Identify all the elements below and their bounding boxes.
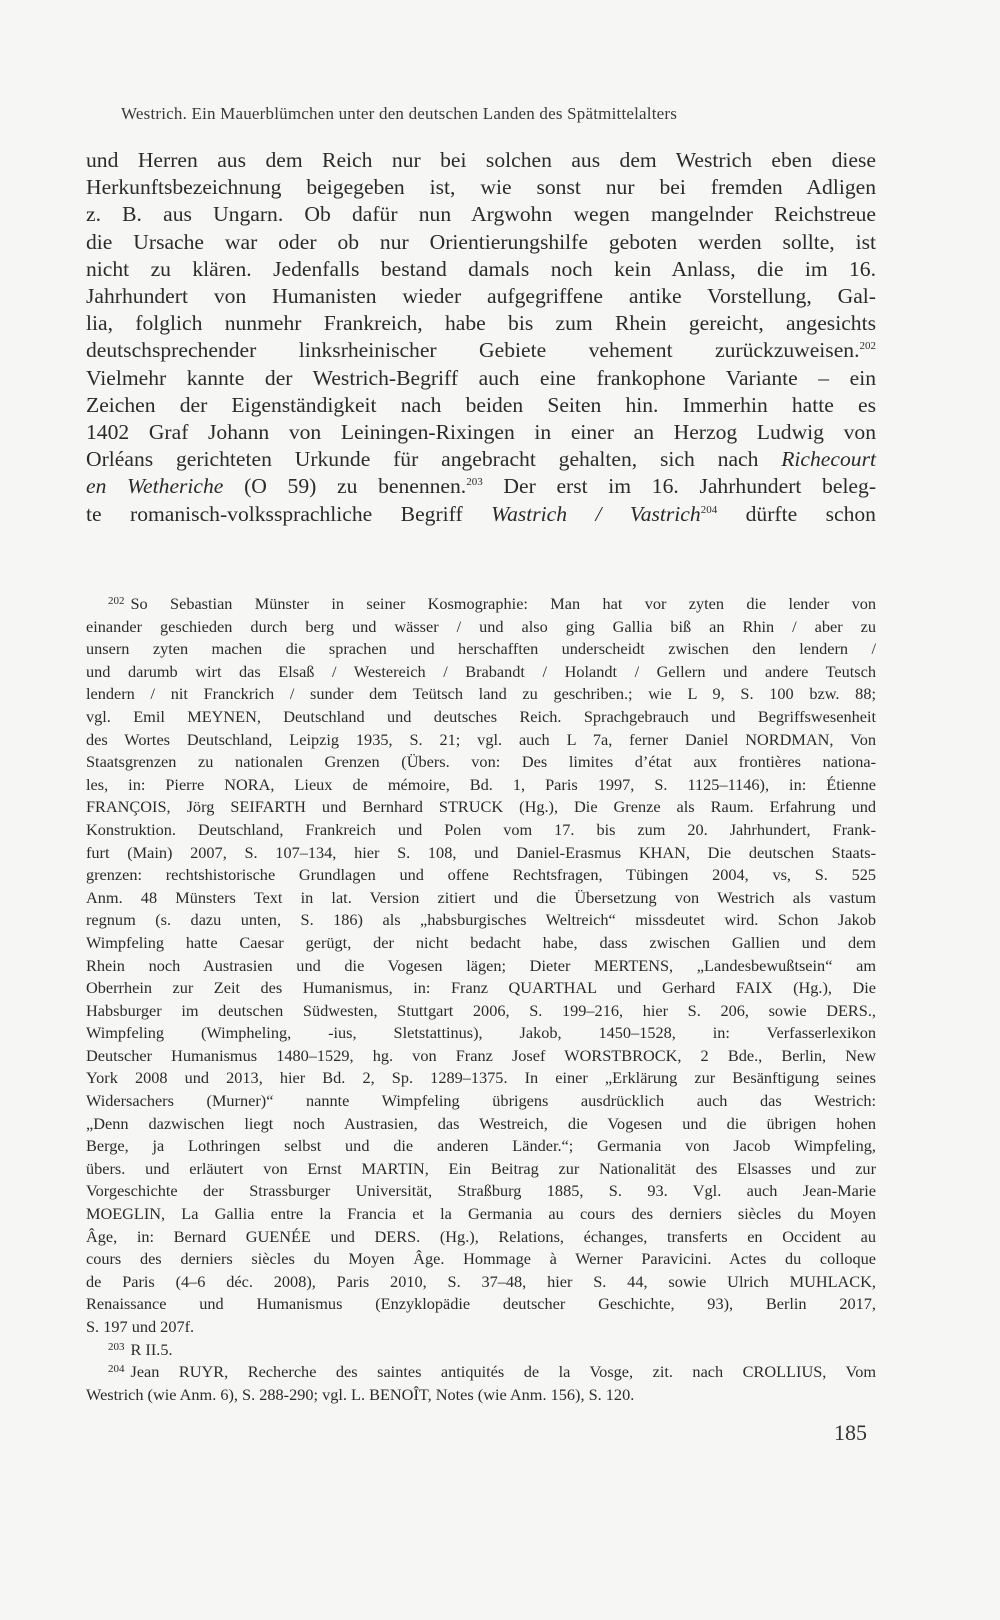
body-line-text: te romanisch-volkssprachliche Begriff (86, 501, 463, 526)
body-line: nicht zu klären. Jedenfalls bestand damals noch kein Anlass, die im 16. (86, 256, 876, 281)
footnote-line: York 2008 und 2013, hier Bd. 2, Sp. 1289–1375. In einer „Erklärung zur Besänftigung seines (86, 1068, 876, 1088)
footnote-number: 202 (108, 595, 125, 607)
footnote-line-text: So Sebastian Münster in seiner Kosmographie: Man hat vor zyten die lender von (130, 594, 876, 613)
footnote-line: Westrich (wie Anm. 6), S. 288-290; vgl. L. BENOÎT, Notes (wie Anm. 156), S. 120. (86, 1384, 635, 1404)
body-line: z. B. aus Ungarn. Ob dafür nun Argwohn wegen mangelnder Reichstreue (86, 202, 876, 227)
footnote-line: Rhein noch Austrasien und die Vogesen lägen; Dieter MERTENS, „Landesbewußtsein“ am (86, 955, 876, 975)
footnote-line: übers. und erläutert von Ernst MARTIN, Ein Beitrag zur Nationalität des Elsasses und zur (86, 1158, 876, 1178)
footnote-line: MOEGLIN, La Gallia entre la Francia et la Germania au cours des derniers siècles du Moyen (86, 1204, 876, 1224)
footnote-line: vgl. Emil MEYNEN, Deutschland und deutsches Reich. Sprachgebrauch und Begriffswesenheit (86, 706, 876, 726)
footnote-line (86, 593, 876, 616)
body-line: Herkunftsbezeichnung beigegeben ist, wie sonst nur bei fremden Adligen (86, 175, 876, 200)
body-text (86, 147, 876, 528)
body-line (86, 473, 876, 500)
body-line (86, 446, 876, 473)
footnote-line: Vorgeschichte der Strassburger Universität, Straßburg 1885, S. 93. Vgl. auch Jean-Marie (86, 1181, 876, 1201)
footnote-line: lendern / nit Franckrich / sunder dem Teütsch land zu geschriben.; wie L 9, S. 100 bzw. 88; (86, 684, 876, 704)
body-line: und Herren aus dem Reich nur bei solchen aus dem Westrich eben diese (86, 148, 876, 172)
body-line: Jahrhundert von Humanisten wieder aufgegriffene antike Vorstellung, Gal- (86, 284, 876, 309)
page-number: 185 (834, 1420, 867, 1445)
body-line: die Ursache war oder ob nur Orientierungshilfe geboten werden sollte, ist (86, 229, 876, 254)
footnote-line: furt (Main) 2007, S. 107–134, hier S. 108, und Daniel-Erasmus KHAN, Die deutschen Staats- (86, 842, 876, 862)
footnote-line: Deutscher Humanismus 1480–1529, hg. von Franz Josef WORSTBROCK, 2 Bde., Berlin, New (86, 1045, 876, 1065)
footnote-line: Staatsgrenzen zu nationalen Grenzen (Übers. von: Des limites d’état aux frontières nationa- (86, 752, 876, 772)
footnote-line: les, in: Pierre NORA, Lieux de mémoire, Bd. 1, Paris 1997, S. 1125–1146), in: Étienne (86, 774, 876, 794)
footnote-line: unsern zyten machen die sprachen und herschafften underscheidt zwischen den lendern / (86, 639, 876, 659)
footnote-line: des Wortes Deutschland, Leipzig 1935, S. 21; vgl. auch L 7a, ferner Daniel NORDMAN, Von (86, 729, 876, 749)
footnote-line (86, 1361, 876, 1384)
footnote-line: S. 197 und 207f. (86, 1317, 195, 1336)
footnote-line: Widersachers (Murner)“ nannte Wimpfeling übrigens ausdrücklich auch das Westrich: (86, 1091, 876, 1111)
footnote-line-text: Jean RUYR, Recherche des saintes antiquités de la Vosge, zit. nach CROLLIUS, Vom (130, 1362, 876, 1382)
footnote-line: Oberrhein zur Zeit des Humanismus, in: Franz QUARTHAL und Gerhard FAIX (Hg.), Die (86, 978, 876, 998)
body-line: Vielmehr kannte der Westrich-Begriff auch eine frankophone Variante – ein (86, 365, 876, 390)
body-line-text: dürfte schon (745, 501, 876, 526)
footnote-ref-203[interactable]: 203 (466, 476, 483, 489)
footnote-204 (86, 1361, 876, 1406)
footnote-line: „Denn dazwischen liegt noch Austrasien, das Westreich, die Vogesen und die übrigen hohen (86, 1113, 876, 1133)
body-line (86, 337, 876, 364)
footnote-line: Âge, in: Bernard GUENÉE und DERS. (Hg.), Relations, échanges, transferts en Occident au (86, 1226, 876, 1246)
footnote-line: grenzen: rechtshistorische Grundlagen und offene Rechtsfragen, Tübingen 2004, vs, S. 525 (86, 865, 876, 885)
body-line (86, 501, 876, 528)
running-head: Westrich. Ein Mauerblümchen unter den deutschen Landen des Spätmittelalters (121, 104, 678, 123)
footnote-ref-204[interactable]: 204 (700, 503, 718, 516)
footnote-line: einander geschieden durch berg und wässer / und also ging Gallia biß an Rhin / aber zu (86, 616, 876, 636)
footnote-line: regnum (s. dazu unten, S. 186) als „habsburgisches Weltreich“ missdeutet wird. Schon Jakob (86, 910, 876, 930)
footnote-line (86, 1339, 876, 1362)
footnote-number: 204 (108, 1363, 125, 1376)
footnote-ref-202[interactable]: 202 (859, 340, 876, 353)
italic-place-name: Richecourt (781, 447, 876, 472)
footnotes (86, 593, 876, 1406)
footnote-line: Habsburger im deutschen Südwesten, Stuttgart 2006, S. 199–216, hier S. 206, sowie DERS., (86, 1000, 876, 1020)
footnote-line: Wimpfeling (Wimpheling, -ius, Sletstattinus), Jakob, 1450–1528, in: Verfasserlexikon (86, 1023, 876, 1043)
footnote-line: Konstruktion. Deutschland, Frankreich und Polen vom 17. bis zum 20. Jahrhundert, Frank- (86, 819, 876, 839)
body-line: lia, folglich nunmehr Frankreich, habe bis zum Rhein gereicht, angesichts (86, 311, 876, 336)
italic-term: Wastrich / Vastrich (491, 501, 701, 526)
footnote-203 (86, 1339, 876, 1362)
footnote-202 (86, 593, 876, 1339)
footnote-line-text: R II.5. (130, 1339, 173, 1359)
footnote-line: Wimpfeling hatte Caesar gerügt, der nicht bedacht habe, dass zwischen Gallien und dem (86, 932, 876, 952)
footnote-line: Berge, ja Lothringen selbst und die anderen Länder.“; Germania von Jacob Wimpfeling, (86, 1136, 876, 1156)
footnote-line: cours des derniers siècles du Moyen Âge. Hommage à Werner Paravicini. Actes du colloque (86, 1249, 876, 1269)
footnote-line: Renaissance und Humanismus (Enzyklopädie deutscher Geschichte, 93), Berlin 2017, (86, 1294, 876, 1314)
footnote-number: 203 (108, 1340, 125, 1353)
body-line-text: Der erst im 16. Jahrhundert beleg- (503, 474, 877, 499)
body-line-text: (O 59) zu benennen. (244, 474, 467, 499)
body-line-text: Orléans gerichteten Urkunde für angebracht gehalten, sich nach (86, 447, 759, 472)
body-line: Zeichen der Eigenständigkeit nach beiden Seiten hin. Immerhin hatte es (86, 392, 876, 417)
italic-place-name: en Wetheriche (86, 474, 224, 499)
body-line-text: deutschsprechender linksrheinischer Gebiete vehement zurückzuweisen. (86, 338, 860, 363)
body-line: 1402 Graf Johann von Leiningen-Rixingen in einer an Herzog Ludwig von (86, 420, 876, 445)
footnote-line: de Paris (4–6 déc. 2008), Paris 2010, S. 37–48, hier S. 44, sowie Ulrich MUHLACK, (86, 1271, 876, 1291)
footnote-line: und darumb wirt das Elsaß / Westereich / Brabandt / Holandt / Gellern und andere Teutsch (86, 661, 876, 681)
footnote-line: Anm. 48 Münsters Text in lat. Version zitiert und die Übersetzung von Westrich als vastum (86, 887, 876, 907)
footnote-line: FRANÇOIS, Jörg SEIFARTH und Bernhard STRUCK (Hg.), Die Grenze als Raum. Erfahrung und (86, 797, 876, 817)
